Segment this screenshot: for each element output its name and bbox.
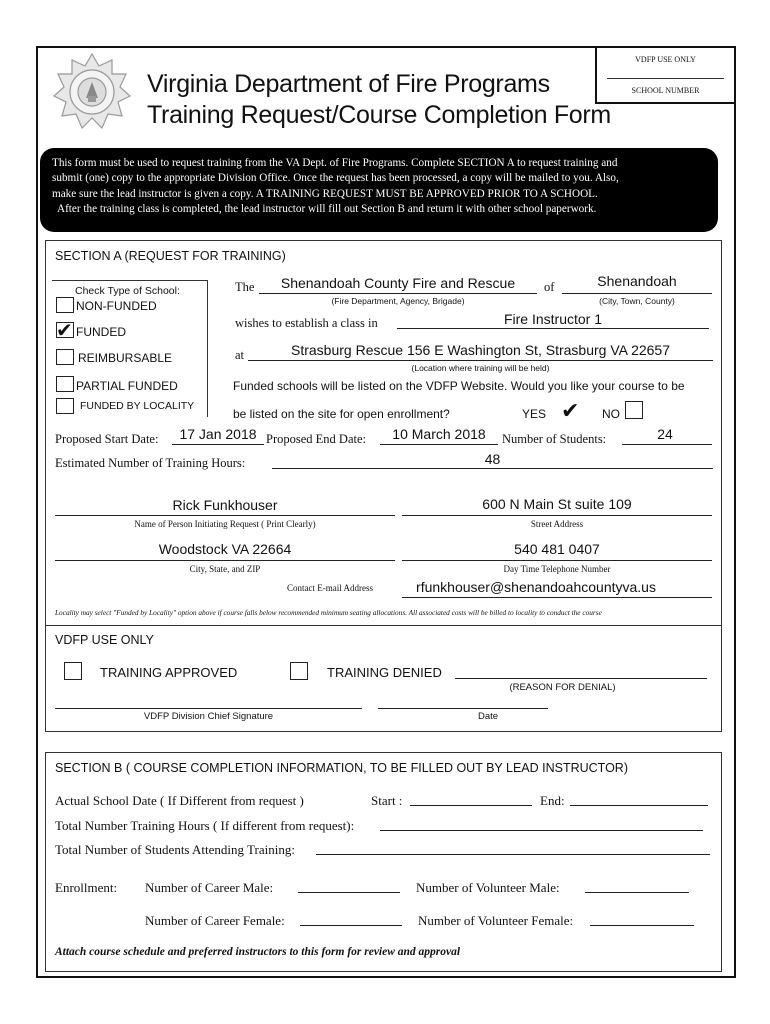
funded-by-locality-label: FUNDED BY LOCALITY xyxy=(80,400,195,412)
yes-check-mark-icon: ✔ xyxy=(561,399,580,424)
volunteer-male-label: Number of Volunteer Male: xyxy=(416,880,560,895)
funded-note-line2: be listed on the site for open enrollment? xyxy=(233,407,450,421)
training-denied-label: TRAINING DENIED xyxy=(327,665,442,680)
school-number-line[interactable] xyxy=(607,78,724,79)
attach-note: Attach course schedule and preferred instructors to this form for review and approval xyxy=(55,946,461,958)
students-value: 24 xyxy=(657,426,673,442)
hours-label: Estimated Number of Training Hours: xyxy=(55,456,246,470)
actual-end-field[interactable] xyxy=(570,805,708,806)
enrollment-label: Enrollment: xyxy=(55,880,118,895)
at-label: at xyxy=(235,348,245,362)
wishes-label: wishes to establish a class in xyxy=(235,316,378,330)
hours-field[interactable] xyxy=(272,468,713,469)
section-b-heading: SECTION B ( COURSE COMPLETION INFORMATION, TO BE FILLED OUT BY LEAD INSTRUCTOR) xyxy=(55,761,628,775)
name-caption: Name of Person Initiating Request ( Print Clearly) xyxy=(134,519,316,529)
total-students-label: Total Number of Students Attending Training: xyxy=(55,842,295,857)
class-field[interactable] xyxy=(397,328,709,329)
funded-check-mark-icon: ✔ xyxy=(56,318,73,342)
total-students-field[interactable] xyxy=(316,854,710,855)
training-approved-label: TRAINING APPROVED xyxy=(100,665,238,680)
start-date-field[interactable] xyxy=(172,444,264,445)
vdfp-use-heading: VDFP USE ONLY xyxy=(55,633,154,647)
section-a-heading: SECTION A (REQUEST FOR TRAINING) xyxy=(55,249,286,263)
name-value: Rick Funkhouser xyxy=(172,497,278,513)
the-label: The xyxy=(235,280,255,294)
volunteer-female-label: Number of Volunteer Female: xyxy=(418,913,574,928)
training-approved-checkbox[interactable] xyxy=(64,662,82,680)
start-date-value: 17 Jan 2018 xyxy=(179,426,257,442)
volunteer-male-field[interactable] xyxy=(585,892,689,893)
street-value: 600 N Main St suite 109 xyxy=(482,496,632,512)
location-field[interactable] xyxy=(248,360,713,361)
instructions-line: After the training class is completed, the lead instructor will fill out Section B and return it with other school paperwork. xyxy=(57,203,597,216)
instructions-banner xyxy=(40,148,718,232)
no-checkbox[interactable] xyxy=(625,401,643,419)
students-field[interactable] xyxy=(622,444,712,445)
approval-date-caption: Date xyxy=(477,711,499,722)
actual-start-label: Start : xyxy=(371,793,403,808)
email-field[interactable] xyxy=(402,597,712,598)
career-male-field[interactable] xyxy=(298,892,400,893)
partial-funded-label: PARTIAL FUNDED xyxy=(76,379,178,393)
actual-start-field[interactable] xyxy=(410,805,532,806)
reimbursable-label: REIMBURSABLE xyxy=(78,351,173,365)
email-value: rfunkhouser@shenandoahcountyva.us xyxy=(416,579,656,595)
yes-label: YES xyxy=(522,407,547,421)
street-field[interactable] xyxy=(402,515,712,516)
career-male-label: Number of Career Male: xyxy=(145,880,274,895)
street-caption: Street Address xyxy=(530,519,584,529)
vdfp-use-only-box xyxy=(595,46,736,104)
citystate-value: Woodstock VA 22664 xyxy=(158,541,292,557)
phone-value: 540 481 0407 xyxy=(514,541,600,557)
denial-reason-field[interactable] xyxy=(455,678,707,679)
total-hours-field[interactable] xyxy=(380,830,703,831)
vdfp-seal-icon xyxy=(52,52,132,132)
funded-by-locality-checkbox[interactable] xyxy=(56,398,74,414)
school-number-label: SCHOOL NUMBER xyxy=(631,86,700,95)
phone-field[interactable] xyxy=(402,560,712,561)
actual-date-label: Actual School Date ( If Different from request ) xyxy=(55,793,304,808)
end-date-field[interactable] xyxy=(380,444,498,445)
department-field[interactable] xyxy=(259,293,537,294)
volunteer-female-field[interactable] xyxy=(590,925,694,926)
partial-funded-checkbox[interactable] xyxy=(56,376,74,392)
city-field[interactable] xyxy=(562,293,712,294)
career-female-label: Number of Career Female: xyxy=(145,913,285,928)
instructions-line: This form must be used to request training from the VA Dept. of Fire Programs. Complete SECTION A to request training and xyxy=(52,157,618,169)
city-caption: (City, Town, County) xyxy=(599,296,675,306)
city-value: Shenandoah xyxy=(597,273,677,289)
total-hours-label: Total Number Training Hours ( If different from request): xyxy=(55,818,355,833)
denial-reason-caption: (REASON FOR DENIAL) xyxy=(509,682,616,693)
signature-caption: VDFP Division Chief Signature xyxy=(143,711,274,722)
vdfp-use-only-label: VDFP USE ONLY xyxy=(635,55,696,64)
actual-end-label: End: xyxy=(540,793,565,808)
class-value: Fire Instructor 1 xyxy=(503,311,603,327)
students-label: Number of Students: xyxy=(502,432,607,446)
non-funded-label: NON-FUNDED xyxy=(76,299,157,313)
phone-caption: Day Time Telephone Number xyxy=(503,564,611,574)
signature-field[interactable] xyxy=(55,708,362,709)
school-type-label: Check Type of School: xyxy=(75,285,180,297)
locality-note: Locality may select "Funded by Locality" option above if course falls below recommended minimum seating allocations. All associated costs will be billed to locality to conduct the course xyxy=(55,608,602,617)
section-b-box xyxy=(45,752,722,972)
approval-date-field[interactable] xyxy=(378,708,548,709)
of-label: of xyxy=(544,280,555,294)
start-date-label: Proposed Start Date: xyxy=(55,432,159,446)
end-date-label: Proposed End Date: xyxy=(266,432,366,446)
department-caption: (Fire Department, Agency, Brigade) xyxy=(331,296,465,306)
no-label: NO xyxy=(602,407,620,421)
funded-note-line1: Funded schools will be listed on the VDFP Website. Would you like your course to be xyxy=(233,379,685,393)
location-caption: (Location where training will be held) xyxy=(411,363,550,373)
hours-value: 48 xyxy=(484,451,501,467)
location-value: Strasburg Rescue 156 E Washington St, Strasburg VA 22657 xyxy=(291,342,670,358)
department-value: Shenandoah County Fire and Rescue xyxy=(280,275,516,291)
end-date-value: 10 March 2018 xyxy=(392,426,486,442)
form-title-line2: Training Request/Course Completion Form xyxy=(147,101,611,129)
instructions-line: submit (one) copy to the appropriate Division Office. Once the request has been processed, a copy will be mailed to you. Also, xyxy=(52,172,619,185)
citystate-caption: City, State, and ZIP xyxy=(189,564,261,574)
instructions-line: make sure the lead instructor is given a copy. A TRAINING REQUEST MUST BE APPROVED PRIOR TO A SCHOOL. xyxy=(52,187,598,200)
non-funded-checkbox[interactable] xyxy=(56,297,74,313)
email-label: Contact E-mail Address xyxy=(287,583,373,593)
form-title-line1: Virginia Department of Fire Programs xyxy=(147,70,550,98)
citystate-field[interactable] xyxy=(55,560,395,561)
career-female-field[interactable] xyxy=(300,925,402,926)
name-field[interactable] xyxy=(55,515,395,516)
funded-label: FUNDED xyxy=(76,325,126,339)
training-denied-checkbox[interactable] xyxy=(290,662,308,680)
reimbursable-checkbox[interactable] xyxy=(56,349,74,365)
